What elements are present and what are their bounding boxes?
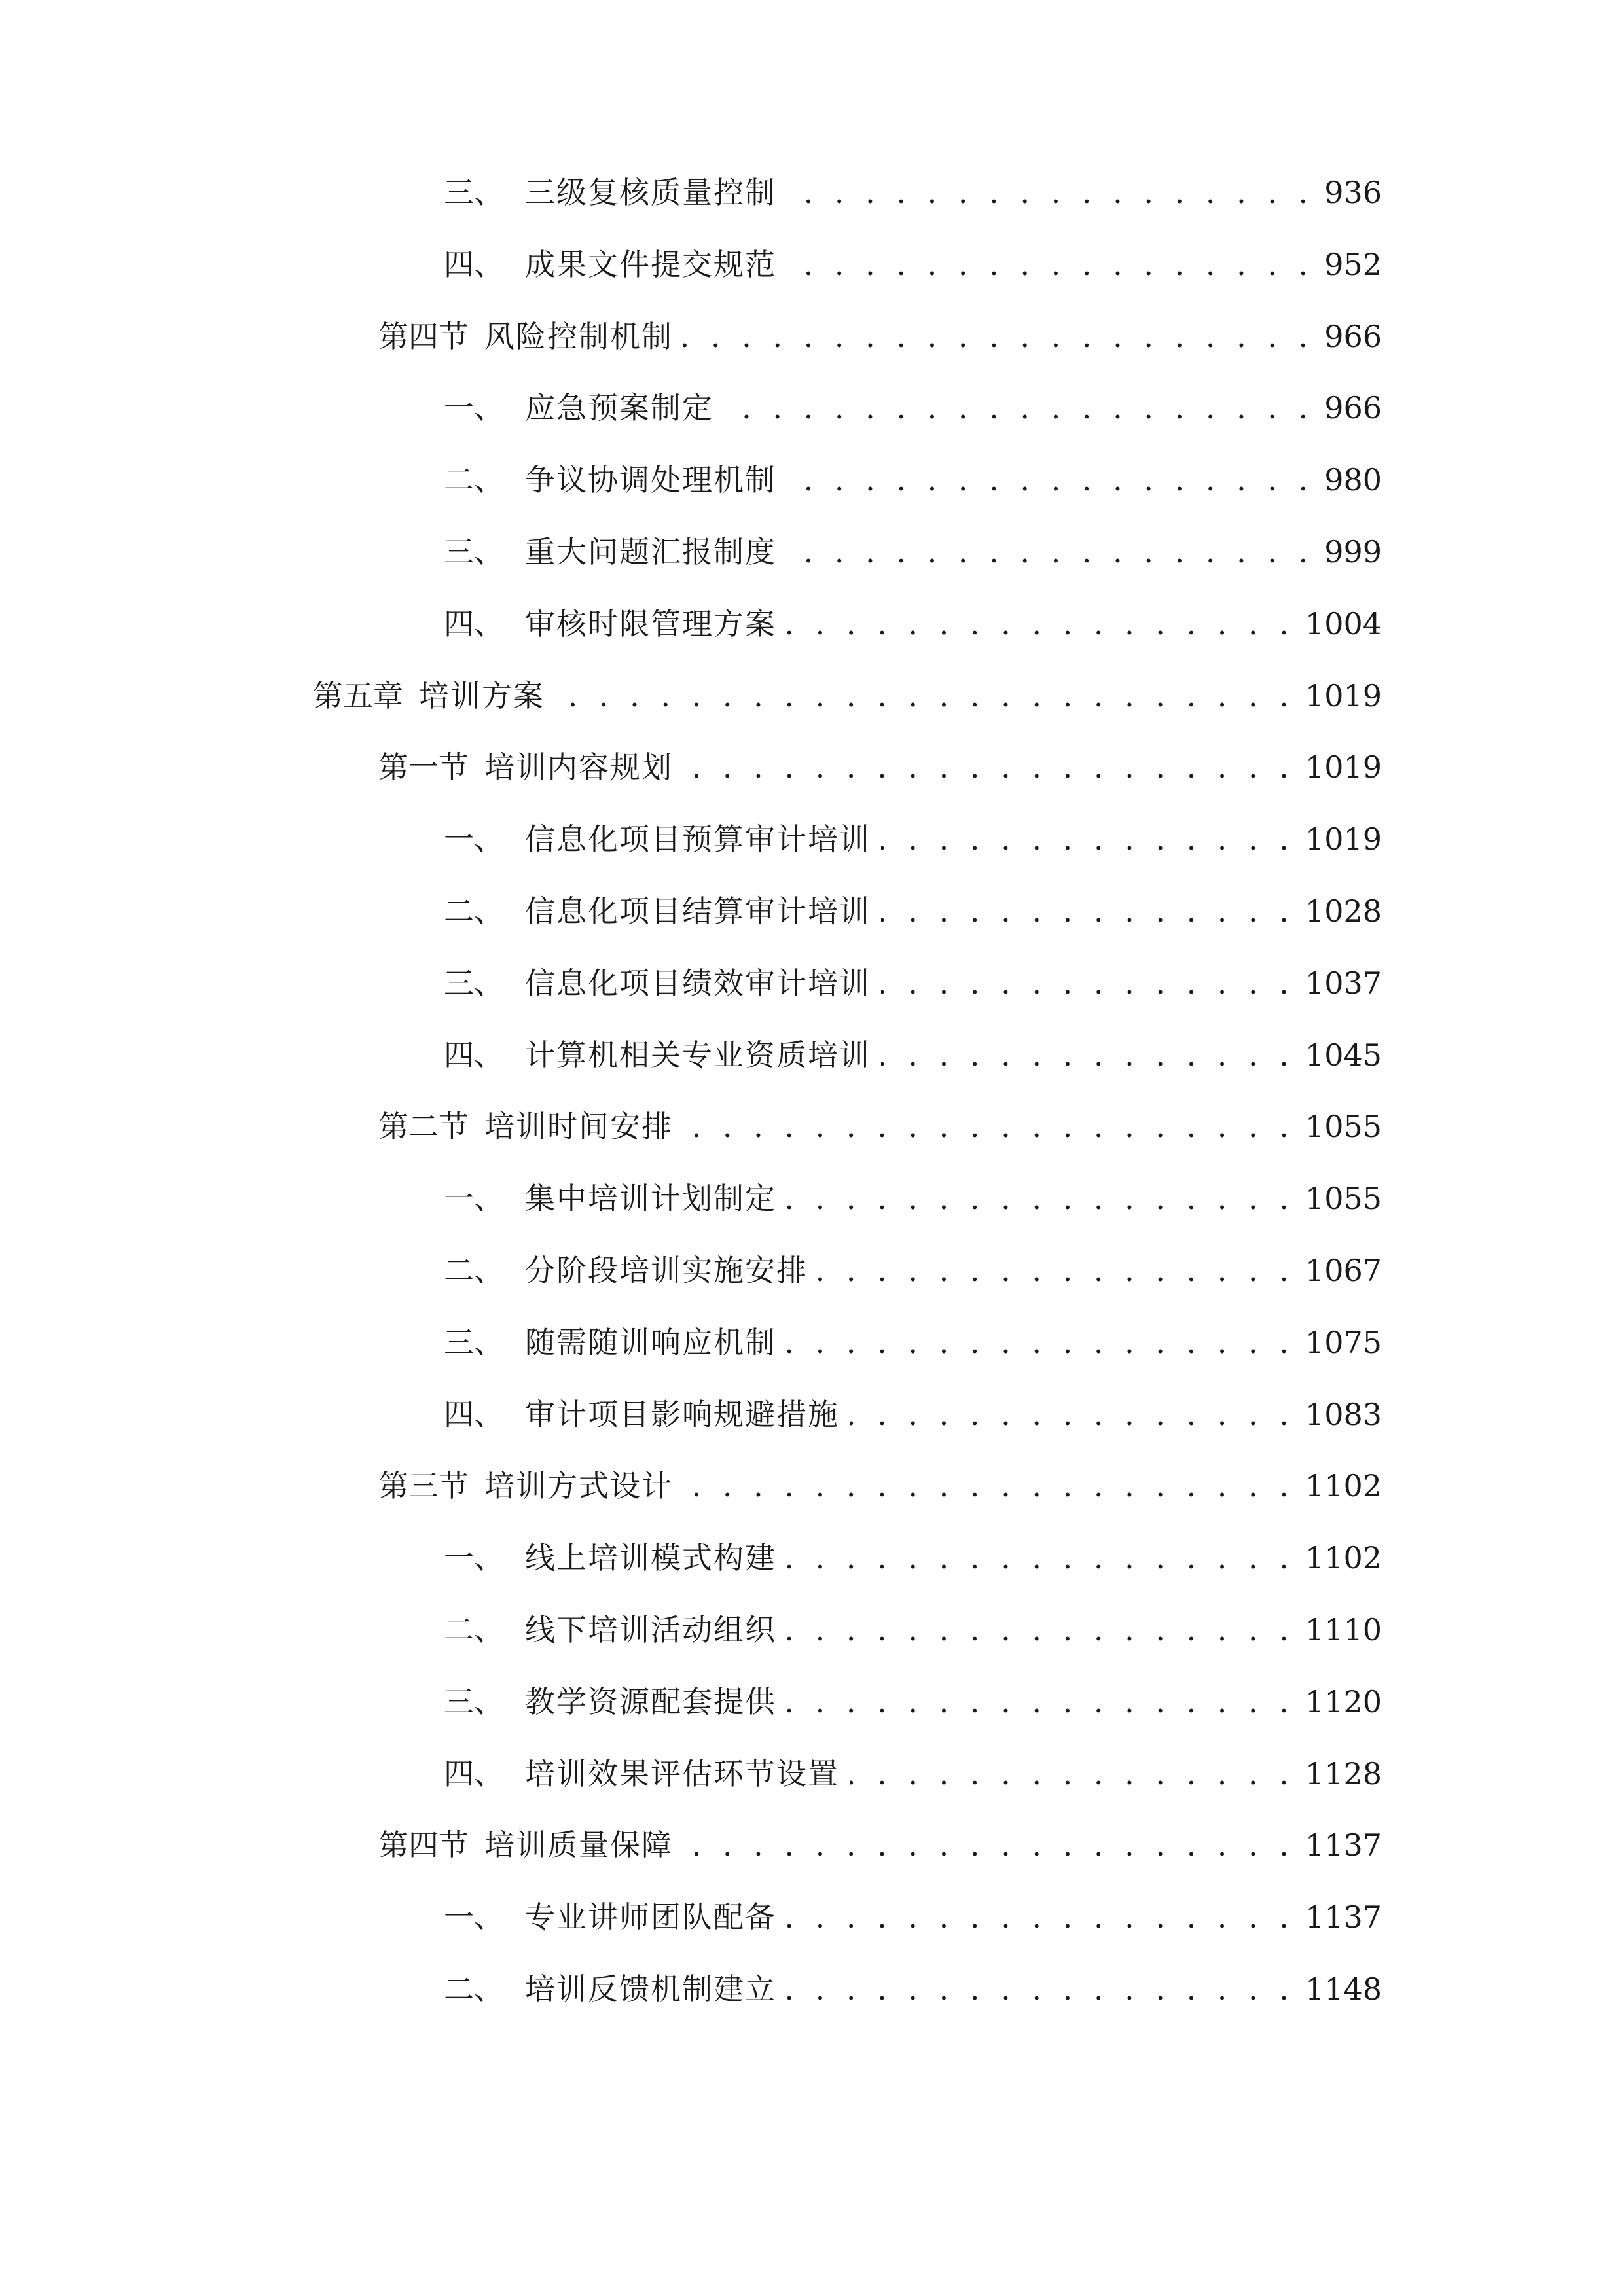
toc-entry[interactable] xyxy=(444,1748,1382,1800)
toc-entry[interactable] xyxy=(444,1604,1382,1656)
toc-entry[interactable] xyxy=(444,957,1382,1009)
toc-dot-leader xyxy=(787,1172,1295,1225)
toc-entry-number: 四、 xyxy=(444,1397,504,1432)
toc-entry-page-number: 1148 xyxy=(1305,1971,1382,2007)
toc-entry-page-number: 952 xyxy=(1324,247,1382,282)
toc-entry-page-number: 936 xyxy=(1324,175,1382,210)
toc-entry-page-number: 966 xyxy=(1324,390,1382,425)
toc-entry-title: 培训方式设计 xyxy=(484,1468,673,1503)
toc-entry-number: 第二节 xyxy=(378,1109,469,1144)
toc-entry-title: 成果文件提交规范 xyxy=(525,247,776,282)
toc-entry-title: 专业讲师团队配备 xyxy=(525,1899,776,1935)
toc-entry[interactable] xyxy=(444,382,1382,434)
toc-dot-leader xyxy=(787,1604,1295,1656)
toc-entry-number: 二、 xyxy=(444,1253,504,1288)
toc-entry[interactable] xyxy=(378,1100,1382,1153)
toc-dot-leader xyxy=(787,238,1314,291)
toc-entry-title: 应急预案制定 xyxy=(525,390,713,425)
toc-entry[interactable] xyxy=(444,885,1382,937)
toc-dot-leader xyxy=(787,598,1295,650)
toc-entry-title: 信息化项目绩效审计培训 xyxy=(525,965,871,1001)
toc-entry-title: 培训效果评估环节设置 xyxy=(525,1756,839,1791)
toc-entry-title: 培训质量保障 xyxy=(484,1827,673,1863)
toc-dot-leader xyxy=(787,1676,1295,1728)
toc-entry-page-number: 1102 xyxy=(1305,1540,1382,1575)
toc-entry-page-number: 1037 xyxy=(1305,965,1382,1001)
toc-dot-leader xyxy=(881,885,1295,937)
toc-entry-number: 第三节 xyxy=(378,1468,469,1503)
toc-entry-title: 培训方案 xyxy=(419,678,545,713)
toc-entry-number: 一、 xyxy=(444,821,504,857)
toc-entry-number: 第四节 xyxy=(378,319,469,354)
toc-entry[interactable] xyxy=(444,598,1382,650)
toc-entry-number: 三、 xyxy=(444,965,504,1001)
toc-entry-page-number: 1045 xyxy=(1305,1037,1382,1073)
toc-dot-leader xyxy=(881,957,1295,1009)
toc-entry-number: 二、 xyxy=(444,1971,504,2007)
toc-entry[interactable] xyxy=(378,310,1382,363)
toc-entry-page-number: 1083 xyxy=(1305,1397,1382,1432)
toc-entry-title: 培训反馈机制建立 xyxy=(525,1971,776,2007)
toc-entry-title: 随需随训响应机制 xyxy=(525,1325,776,1360)
toc-entry-title: 培训时间安排 xyxy=(484,1109,673,1144)
toc-entry-title: 线下培训活动组织 xyxy=(525,1612,776,1647)
toc-entry-title: 审计项目影响规避措施 xyxy=(525,1397,839,1432)
toc-entry-page-number: 1019 xyxy=(1305,749,1382,785)
toc-entry-page-number: 1102 xyxy=(1305,1468,1382,1503)
toc-dot-leader xyxy=(555,670,1295,722)
toc-entry-number: 二、 xyxy=(444,462,504,497)
toc-entry-page-number: 1055 xyxy=(1305,1109,1382,1144)
toc-entry-page-number: 1004 xyxy=(1305,606,1382,641)
toc-entry-page-number: 980 xyxy=(1324,462,1382,497)
toc-entry[interactable] xyxy=(444,1532,1382,1584)
toc-entry-number: 第五章 xyxy=(313,678,403,713)
toc-dot-leader xyxy=(818,1244,1295,1297)
toc-entry[interactable] xyxy=(444,526,1382,578)
toc-dot-leader xyxy=(850,1748,1295,1800)
toc-dot-leader xyxy=(787,1316,1295,1369)
toc-entry-number: 四、 xyxy=(444,1037,504,1073)
toc-entry-number: 三、 xyxy=(444,1325,504,1360)
toc-entry[interactable] xyxy=(444,1316,1382,1369)
toc-dot-leader xyxy=(787,1891,1295,1943)
toc-entry-number: 第四节 xyxy=(378,1827,469,1863)
toc-entry[interactable] xyxy=(378,1819,1382,1871)
toc-entry[interactable] xyxy=(444,454,1382,506)
toc-entry-page-number: 1019 xyxy=(1305,821,1382,857)
toc-entry-number: 二、 xyxy=(444,893,504,929)
toc-dot-leader xyxy=(724,382,1314,434)
toc-entry-page-number: 999 xyxy=(1324,534,1382,569)
toc-entry[interactable] xyxy=(313,670,1382,722)
toc-entry-title: 三级复核质量控制 xyxy=(525,175,776,210)
toc-dot-leader xyxy=(683,1100,1295,1153)
toc-entry-number: 一、 xyxy=(444,390,504,425)
toc-dot-leader xyxy=(787,526,1314,578)
toc-entry[interactable] xyxy=(444,813,1382,865)
toc-entry-page-number: 1137 xyxy=(1305,1827,1382,1863)
toc-entry-page-number: 1128 xyxy=(1305,1756,1382,1791)
toc-dot-leader xyxy=(787,1963,1295,2015)
toc-entry-title: 分阶段培训实施安排 xyxy=(525,1253,808,1288)
toc-entry[interactable] xyxy=(444,1172,1382,1225)
toc-entry[interactable] xyxy=(378,1460,1382,1512)
toc-entry[interactable] xyxy=(444,1891,1382,1943)
toc-entry-title: 计算机相关专业资质培训 xyxy=(525,1037,871,1073)
toc-entry-number: 三、 xyxy=(444,175,504,210)
toc-dot-leader xyxy=(881,813,1295,865)
toc-entry-title: 风险控制机制 xyxy=(484,319,673,354)
toc-dot-leader xyxy=(683,1460,1295,1512)
toc-entry[interactable] xyxy=(444,1244,1382,1297)
toc-entry-page-number: 1067 xyxy=(1305,1253,1382,1288)
toc-entry-title: 信息化项目预算审计培训 xyxy=(525,821,871,857)
toc-entry-page-number: 1055 xyxy=(1305,1181,1382,1216)
toc-entry[interactable] xyxy=(444,238,1382,291)
toc-entry-page-number: 1075 xyxy=(1305,1325,1382,1360)
toc-entry-title: 争议协调处理机制 xyxy=(525,462,776,497)
toc-entry-number: 三、 xyxy=(444,1684,504,1719)
toc-entry-title: 教学资源配套提供 xyxy=(525,1684,776,1719)
toc-entry-number: 四、 xyxy=(444,1756,504,1791)
toc-entry-page-number: 1110 xyxy=(1305,1612,1382,1647)
toc-entry[interactable] xyxy=(444,1029,1382,1081)
toc-entry-title: 培训内容规划 xyxy=(484,749,673,785)
toc-dot-leader xyxy=(787,166,1314,219)
toc-entry[interactable] xyxy=(378,741,1382,793)
toc-entry-title: 线上培训模式构建 xyxy=(525,1540,776,1575)
toc-entry-title: 重大问题汇报制度 xyxy=(525,534,776,569)
toc-entry-number: 一、 xyxy=(444,1540,504,1575)
toc-entry[interactable] xyxy=(444,1963,1382,2015)
toc-entry[interactable] xyxy=(444,1676,1382,1728)
toc-dot-leader xyxy=(683,310,1314,363)
toc-entry-number: 四、 xyxy=(444,247,504,282)
toc-entry-page-number: 1137 xyxy=(1305,1899,1382,1935)
toc-entry-title: 信息化项目结算审计培训 xyxy=(525,893,871,929)
toc-entry-page-number: 1028 xyxy=(1305,893,1382,929)
toc-dot-leader xyxy=(683,741,1295,793)
toc-dot-leader xyxy=(787,1532,1295,1584)
toc-entry-title: 集中培训计划制定 xyxy=(525,1181,776,1216)
toc-entry[interactable] xyxy=(444,1388,1382,1441)
toc-entry-number: 二、 xyxy=(444,1612,504,1647)
toc-entry-page-number: 1019 xyxy=(1305,678,1382,713)
toc-entry[interactable] xyxy=(444,166,1382,219)
toc-entry-title: 审核时限管理方案 xyxy=(525,606,776,641)
toc-entry-page-number: 966 xyxy=(1324,319,1382,354)
toc-entry-number: 四、 xyxy=(444,606,504,641)
toc-dot-leader xyxy=(683,1819,1295,1871)
toc-dot-leader xyxy=(850,1388,1295,1441)
toc-entry-number: 一、 xyxy=(444,1181,504,1216)
toc-entry-number: 第一节 xyxy=(378,749,469,785)
toc-dot-leader xyxy=(881,1029,1295,1081)
toc-dot-leader xyxy=(787,454,1314,506)
toc-entry-page-number: 1120 xyxy=(1305,1684,1382,1719)
toc-entry-number: 一、 xyxy=(444,1899,504,1935)
toc-entry-number: 三、 xyxy=(444,534,504,569)
